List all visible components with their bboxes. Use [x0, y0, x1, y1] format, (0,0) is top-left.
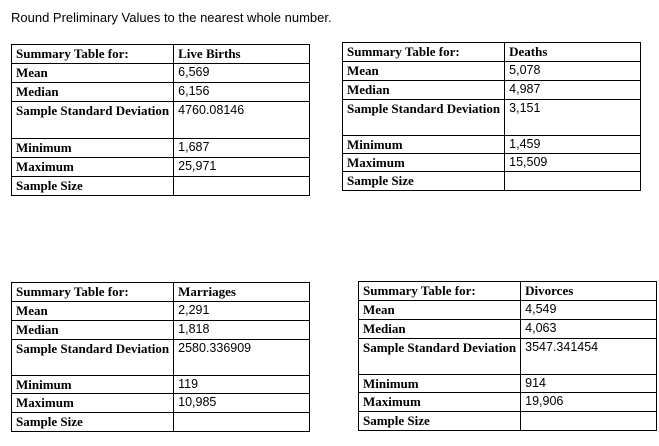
max-label: Maximum [12, 394, 174, 413]
summary-table-marriages [11, 282, 310, 432]
min-value: 1,687 [174, 139, 310, 158]
sample-size-value [174, 177, 310, 196]
median-label: Median [12, 321, 174, 340]
sample-size-value [505, 172, 641, 191]
max-label: Maximum [12, 158, 174, 177]
median-value: 6,156 [174, 83, 310, 102]
min-value: 119 [174, 376, 310, 394]
mean-value: 5,078 [505, 62, 641, 81]
sd-label: Sample Standard Deviation [12, 102, 174, 139]
sample-size-label: Sample Size [359, 412, 521, 431]
max-label: Maximum [359, 393, 521, 412]
mean-label: Mean [359, 301, 521, 320]
sd-label: Sample Standard Deviation [343, 100, 505, 136]
max-value: 25,971 [174, 158, 310, 177]
min-value: 1,459 [505, 136, 641, 154]
median-label: Median [359, 320, 521, 339]
median-value: 4,063 [521, 320, 657, 339]
min-label: Minimum [12, 376, 174, 394]
summary-table-deaths [342, 42, 641, 191]
header-value: Deaths [505, 43, 641, 62]
sample-size-label: Sample Size [12, 177, 174, 196]
header-label: Summary Table for: [12, 45, 174, 64]
max-value: 10,985 [174, 394, 310, 413]
median-label: Median [343, 81, 505, 100]
header-label: Summary Table for: [359, 282, 521, 301]
sample-size-value [174, 413, 310, 432]
header-value: Divorces [521, 282, 657, 301]
instruction-text: Round Preliminary Values to the nearest whole number. [11, 10, 332, 25]
min-label: Minimum [12, 139, 174, 158]
min-label: Minimum [359, 375, 521, 393]
sample-size-value [521, 412, 657, 431]
sd-label: Sample Standard Deviation [12, 340, 174, 376]
header-value: Live Births [174, 45, 310, 64]
max-label: Maximum [343, 154, 505, 172]
sd-value: 2580.336909 [174, 340, 310, 376]
max-value: 19,906 [521, 393, 657, 412]
mean-label: Mean [12, 302, 174, 321]
header-label: Summary Table for: [343, 43, 505, 62]
header-label: Summary Table for: [12, 283, 174, 302]
median-value: 4,987 [505, 81, 641, 100]
header-value: Marriages [174, 283, 310, 302]
sd-label: Sample Standard Deviation [359, 339, 521, 375]
sample-size-label: Sample Size [12, 413, 174, 432]
min-value: 914 [521, 375, 657, 393]
sample-size-label: Sample Size [343, 172, 505, 191]
summary-table-divorces [358, 281, 657, 431]
median-value: 1,818 [174, 321, 310, 340]
sd-value: 3547.341454 [521, 339, 657, 375]
sd-value: 4760.08146 [174, 102, 310, 139]
max-value: 15,509 [505, 154, 641, 172]
min-label: Minimum [343, 136, 505, 154]
mean-label: Mean [12, 64, 174, 83]
sd-value: 3,151 [505, 100, 641, 136]
mean-value: 2,291 [174, 302, 310, 321]
mean-value: 4,549 [521, 301, 657, 320]
mean-label: Mean [343, 62, 505, 81]
mean-value: 6,569 [174, 64, 310, 83]
median-label: Median [12, 83, 174, 102]
summary-table-live-births [11, 44, 310, 196]
